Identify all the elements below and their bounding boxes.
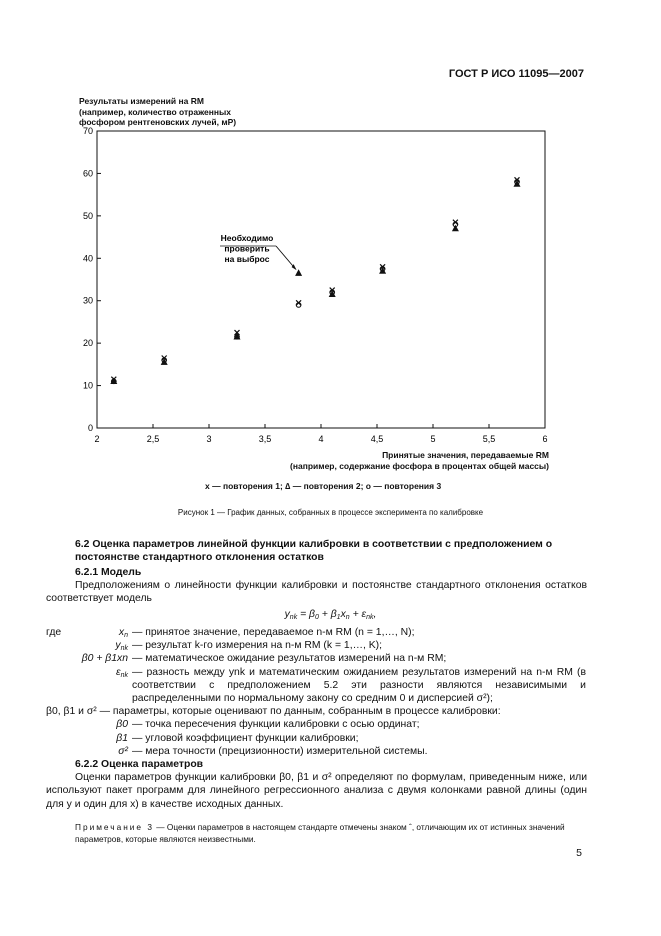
section-6-2-2-text: Оценки параметров функции калибровки β0, β1 и σ² определяют по формулам, приведенным ниже, или используют пакет программ для линейного регрессионного анализа с двумя колонками равной длины (один для y и один для x) в качестве исходных данных. xyxy=(46,772,587,810)
x-tick-label: 6 xyxy=(542,434,548,444)
param-text: — мера точности (прецизионности) измерительной системы. xyxy=(132,745,428,757)
definition-text: — принятое значение, передаваемое n-м RM (n = 1,…, N); xyxy=(132,627,415,638)
note-label: Примечание 3 xyxy=(75,822,154,832)
y-tick-label: 20 xyxy=(82,338,93,349)
param-text: — точка пересечения функции калибровки с осью ординат; xyxy=(132,719,420,731)
definition-row xyxy=(46,626,586,639)
y-tick-label: 30 xyxy=(82,295,93,306)
definition-symbol-text: β0 + β1xn xyxy=(81,653,128,665)
definition-row xyxy=(46,652,586,665)
definition-symbol-text: y xyxy=(115,640,121,652)
y-tick-label: 10 xyxy=(82,380,93,391)
section-6-2-2-title: 6.2.2 Оценка параметров xyxy=(75,759,204,770)
x-tick-label: 2 xyxy=(94,434,100,444)
param-symbol: σ² xyxy=(118,745,128,757)
chart-legend: x — повторения 1; ∆ — повторения 2; o — повторения 3 xyxy=(205,481,442,491)
x-axis-label-line: Принятые значения, передаваемые RM xyxy=(382,450,549,460)
param-symbol: β1 xyxy=(116,732,128,744)
x-tick-label: 5 xyxy=(430,434,436,444)
definition-symbol-text: x xyxy=(118,627,125,638)
x-axis-label xyxy=(290,450,549,471)
definition-symbol-sub: nk xyxy=(120,645,128,653)
note-3 xyxy=(75,822,587,845)
annotation-text: Необходимо xyxy=(220,233,274,243)
definitions-list xyxy=(46,626,586,758)
section-6-2-title: 6.2 Оценка параметров линейной функции калибровки в соответствии с предположением о постоянстве стандартного отклонения остатков xyxy=(75,539,553,564)
x-tick-label: 5,5 xyxy=(482,434,496,444)
definition-text: — математическое ожидание результатов измерений на n-м RM; xyxy=(132,653,447,665)
definition-text: — разность между ynk и математическим ожиданием результатов измерений на n-м RM (в соответствии с предположением 5.2 эти разности являются независимыми и распределенными по нормальному закону со средним 0 и дисперсией σ²); xyxy=(132,666,586,705)
definition-symbol-text: ε xyxy=(116,666,121,678)
annotation-text: проверить xyxy=(224,243,270,254)
y-tick-label: 40 xyxy=(82,253,93,264)
definition-row xyxy=(46,639,586,652)
y-axis-label-line: Результаты измерений на RM xyxy=(79,96,204,106)
note-text: — Оценки параметров в настоящем стандарте отмечены знаком ˆ, отличающим их от истинных значений параметров, которые являются неизвестными. xyxy=(75,822,565,844)
page-number: 5 xyxy=(576,847,582,859)
x-axis-label-line: (например, содержание фосфора в процентах общей массы) xyxy=(290,460,549,471)
section-6-2-1-text: Предположениям о линейности функции калибровки и постоянстве стандартного отклонения остатков соответствует модель xyxy=(46,580,587,605)
plot-frame xyxy=(97,131,545,428)
definition-symbol xyxy=(46,652,128,665)
param-row xyxy=(46,745,586,758)
y-tick-label: 70 xyxy=(82,126,93,136)
y-axis-label-line: фосфором рентгеновских лучей, мР) xyxy=(79,117,237,127)
x-tick-label: 3,5 xyxy=(258,434,272,444)
standard-header: ГОСТ Р ИСО 11095—2007 xyxy=(448,68,584,80)
definition-symbol-sub: n xyxy=(124,632,128,639)
definition-symbol-sub: nk xyxy=(120,671,128,679)
definition-symbol xyxy=(46,666,128,682)
x-tick-label: 4,5 xyxy=(370,434,384,444)
where-word: где xyxy=(46,627,62,638)
y-tick-label: 0 xyxy=(87,423,93,433)
param-symbol: β0 xyxy=(116,719,128,731)
data-point-triangle xyxy=(296,270,302,276)
x-tick-label: 4 xyxy=(318,434,324,444)
x-tick-label: 3 xyxy=(206,434,212,444)
x-tick-label: 2,5 xyxy=(146,434,160,444)
params-intro: β0, β1 и σ² — параметры, которые оценивают по данным, собранным в процессе калибровки: xyxy=(46,706,501,718)
section-6-2-1-title: 6.2.1 Модель xyxy=(75,567,142,578)
figure-caption: Рисунок 1 — График данных, собранных в процессе эксперимента по калибровке xyxy=(177,508,484,517)
definition-row xyxy=(46,666,586,706)
annotation-text: на выброс xyxy=(224,254,270,264)
y-axis-label-line: (например, количество отраженных xyxy=(79,106,231,117)
y-tick-label: 50 xyxy=(82,210,93,221)
model-equation: $y_{nk} = \beta_0 + \beta_1x_n + \varepsilon_{nk}$, xyxy=(284,609,377,621)
param-row xyxy=(46,718,586,731)
param-text: — угловой коэффициент функции калибровки; xyxy=(132,732,359,744)
definition-text: — результат k-го измерения на n-м RM (k = 1,…, K); xyxy=(132,640,383,652)
param-row xyxy=(46,732,586,745)
y-tick-label: 60 xyxy=(82,168,93,179)
